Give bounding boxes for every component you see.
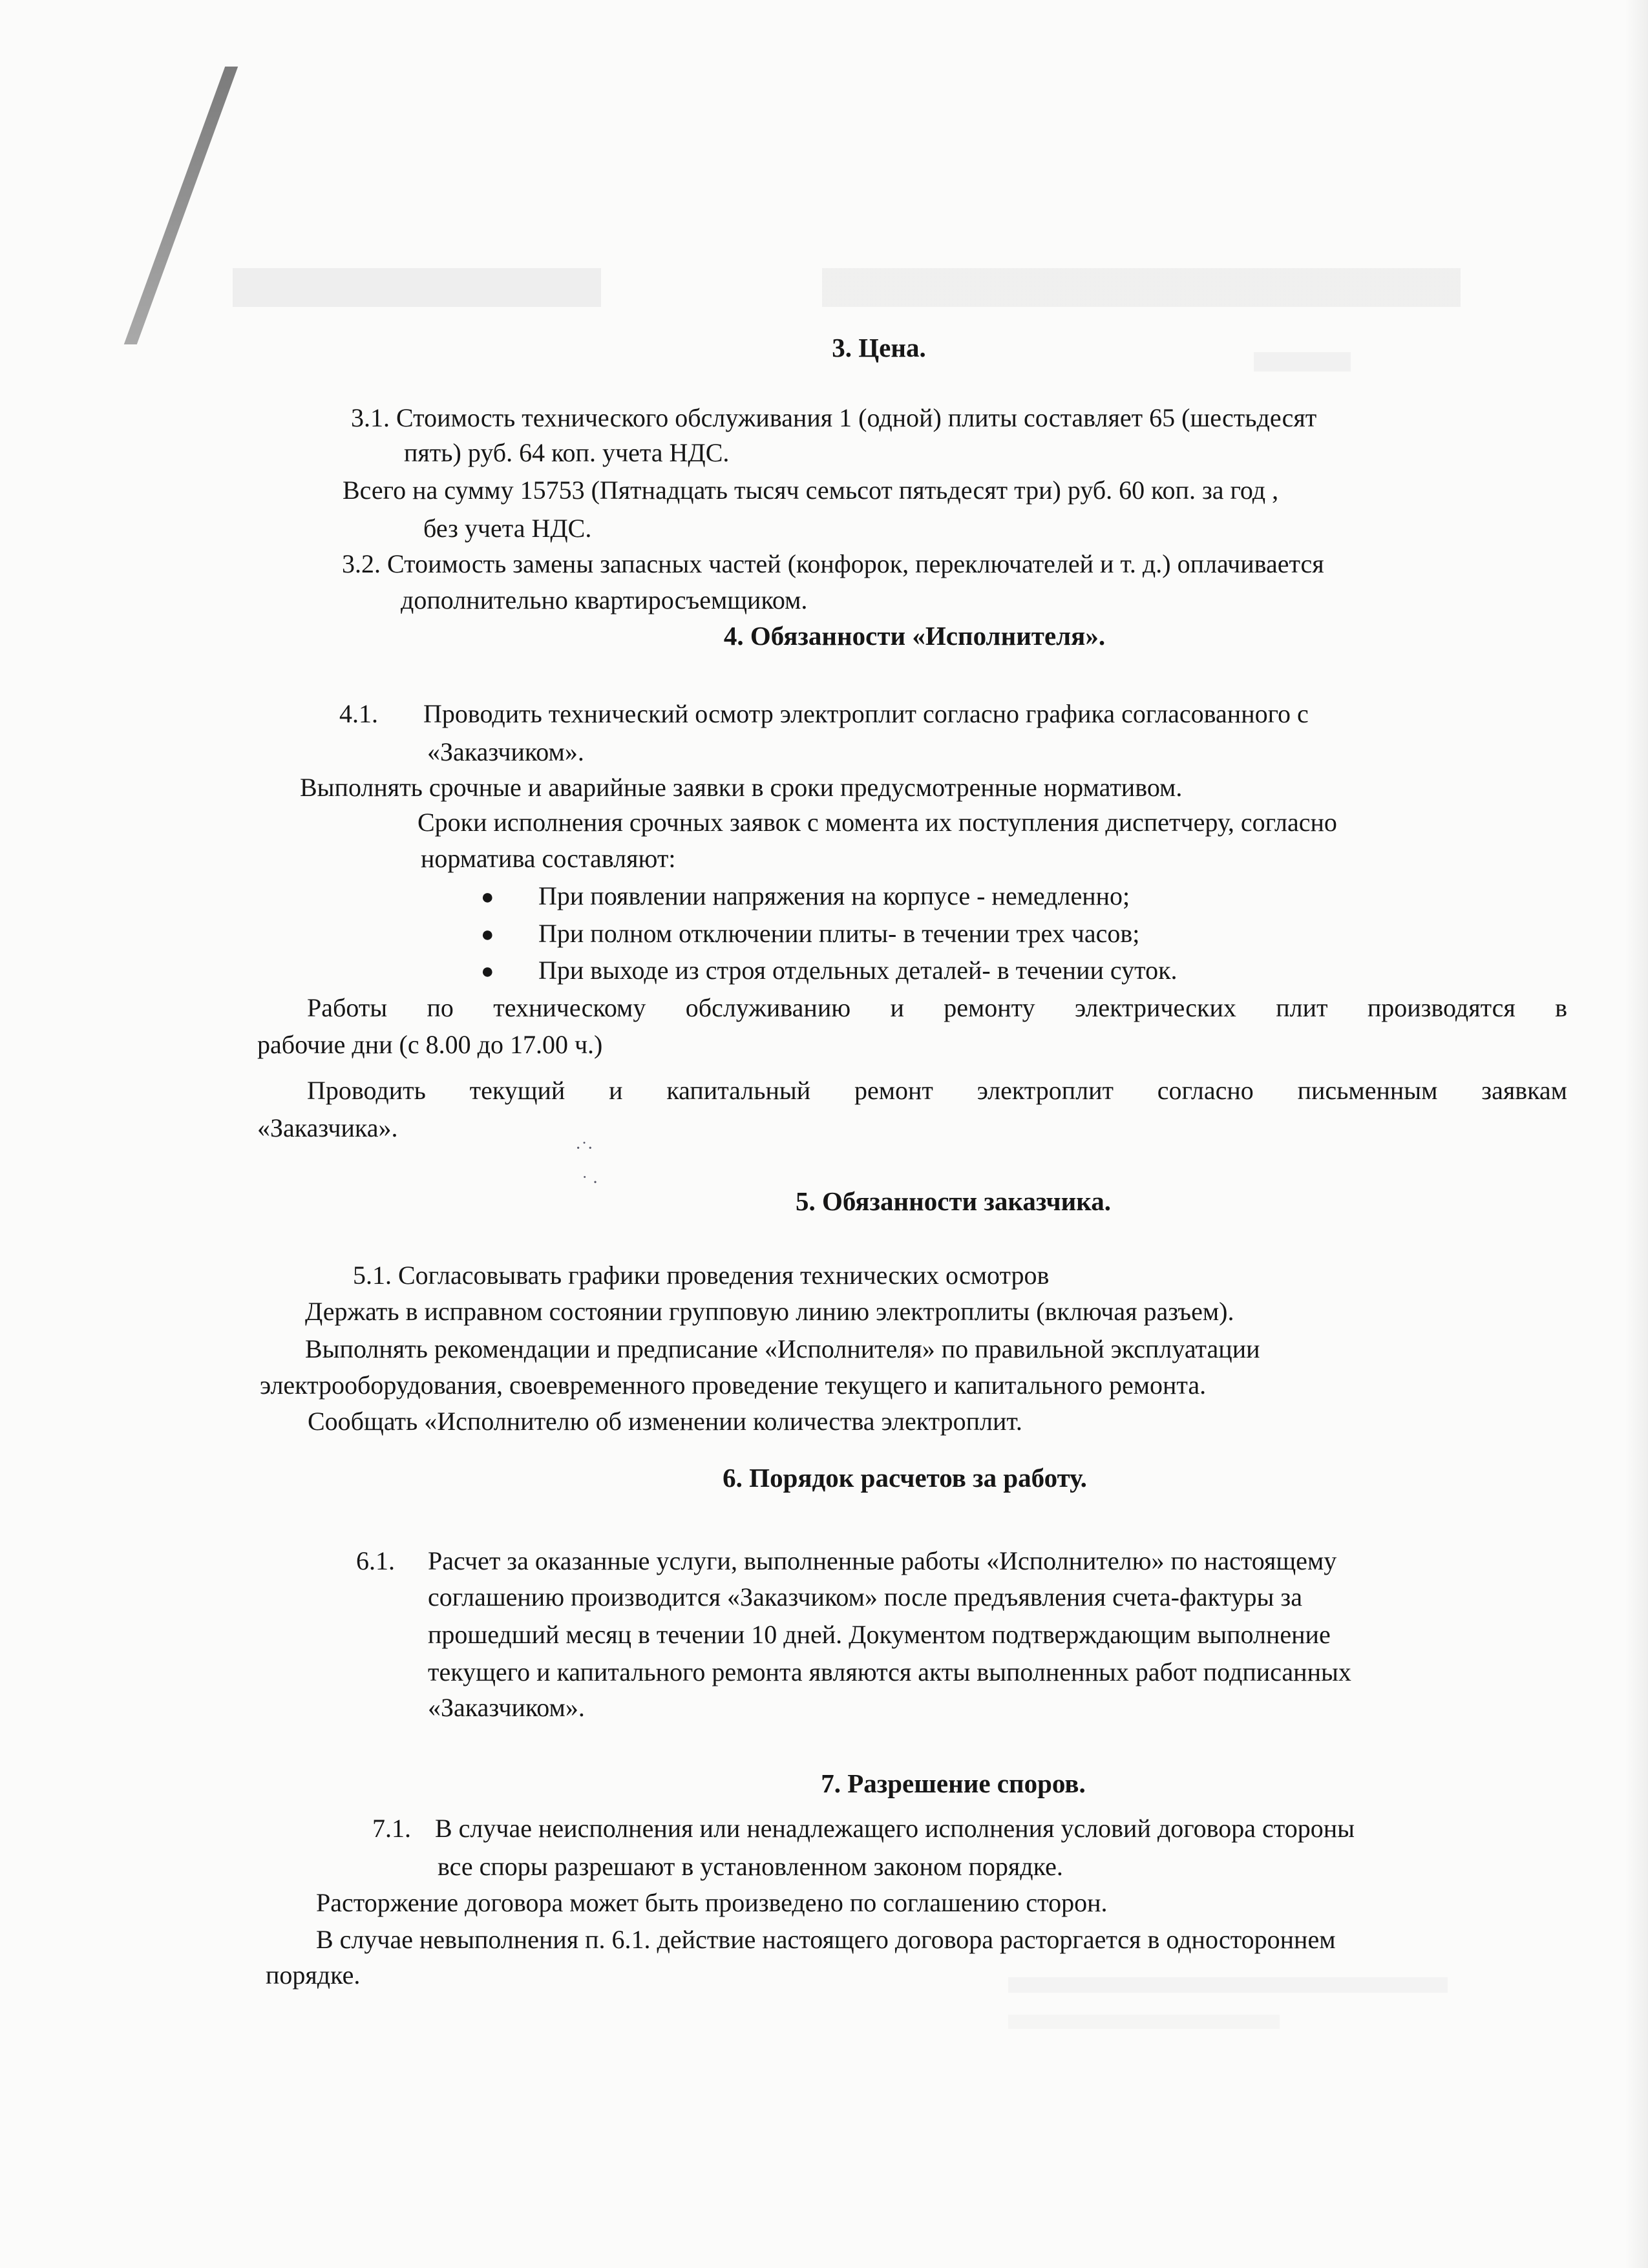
clause-3-2-line-1: 3.2. Стоимость замены запасных частей (конфорок, переключателей и т. д.) оплачивается [342,549,1324,578]
clause-6-1-line: «Заказчиком». [428,1693,585,1722]
recommendation-line-1: Выполнять рекомендации и предписание «Исполнителя» по правильной эксплуатации [305,1334,1260,1363]
clause-7-1-number: 7.1. [372,1814,411,1843]
list-item: При выходе из строя отдельных деталей- в течении суток. [538,956,1178,985]
works-line-1: Работы по техническому обслуживанию и ремонту электрических плит производятся в [307,993,1567,1022]
clause-5-1: 5.1. Согласовывать графики проведения технических осмотров [353,1261,1050,1290]
clause-6-1-line: Расчет за оказанные услуги, выполненные работы «Исполнителю» по настоящему [428,1546,1337,1575]
notify-line: Сообщать «Исполнителю об изменении количества электроплит. [308,1407,1022,1436]
bullet-icon: ● [481,923,494,947]
works-line-2: рабочие дни (с 8.00 до 17.00 ч.) [257,1030,603,1059]
ink-dots-mark: ·˙· [575,1139,593,1159]
list-item: При полном отключении плиты- в течении трех часов; [538,919,1140,948]
show-through-heading [233,268,1461,307]
clause-6-1-line: прошедший месяц в течении 10 дней. Документом подтверждающим выполнение [428,1620,1331,1649]
section-7-heading: 7. Разрешение споров. [821,1769,1086,1798]
total-sum-line-2: без учета НДС. [423,514,592,543]
clause-7-1-line-2: все споры разрешают в установленном законом порядке. [438,1852,1063,1881]
breach-line-1: В случае невыполнения п. 6.1. действие настоящего договора расторгается в одностороннем [316,1925,1336,1954]
repair-line-1: Проводить текущий и капитальный ремонт электроплит согласно письменным заявкам [307,1076,1567,1105]
keep-line: Держать в исправном состоянии групповую линию электроплиты (включая разъем). [305,1297,1234,1326]
recommendation-line-2: электрооборудования, своевременного проведение текущего и капитального ремонта. [260,1370,1207,1400]
show-through-text [1008,2015,1280,2029]
list-item: При появлении напряжения на корпусе - немедленно; [538,881,1130,910]
clause-7-1-line-1: В случае неисполнения или ненадлежащего исполнения условий договора стороны [435,1814,1355,1843]
show-through-text [1008,1977,1448,1993]
clause-3-1-line-1: 3.1. Стоимость технического обслуживания 1 (одной) плиты составляет 65 (шестьдесят [351,403,1317,432]
clause-3-1-line-2: пять) руб. 64 коп. учета НДС. [404,438,730,467]
terms-line-2: норматива составляют: [421,844,676,873]
page-edge-shadow [1625,0,1648,2268]
section-4-heading: 4. Обязанности «Исполнителя». [723,621,1106,651]
section-3-heading: 3. Цена. [832,333,926,362]
clause-4-1-line-1: Проводить технический осмотр электроплит согласно графика согласованного с [423,699,1309,728]
clause-6-1-line: соглашению производится «Заказчиком» после предъявления счета-фактуры за [428,1582,1302,1612]
clause-4-1-number: 4.1. [339,699,378,728]
ink-dots-mark: ˙ · [582,1173,598,1193]
bullet-icon: ● [481,960,494,983]
scan-shadow-line [124,67,238,344]
termination-line: Расторжение договора может быть произведено по соглашению сторон. [316,1888,1108,1917]
breach-line-2: порядке. [266,1960,361,1990]
section-6-heading: 6. Порядок расчетов за работу. [723,1463,1087,1493]
bullet-icon: ● [481,885,494,909]
total-sum-line-1: Всего на сумму 15753 (Пятнадцать тысяч семьсот пятьдесят три) руб. 60 коп. за год , [343,476,1279,505]
clause-6-1-line: текущего и капитального ремонта являются акты выполненных работ подписанных [428,1657,1351,1686]
clause-6-1-number: 6.1. [356,1546,395,1575]
clause-4-1-line-2: «Заказчиком». [427,737,584,766]
urgent-requests: Выполнять срочные и аварийные заявки в сроки предусмотренные нормативом. [300,773,1183,802]
clause-3-2-line-2: дополнительно квартиросъемщиком. [401,585,808,614]
section-5-heading: 5. Обязанности заказчика. [795,1186,1112,1216]
terms-line-1: Сроки исполнения срочных заявок с момента их поступления диспетчеру, согласно [417,808,1337,837]
repair-line-2: «Заказчика». [257,1113,398,1142]
